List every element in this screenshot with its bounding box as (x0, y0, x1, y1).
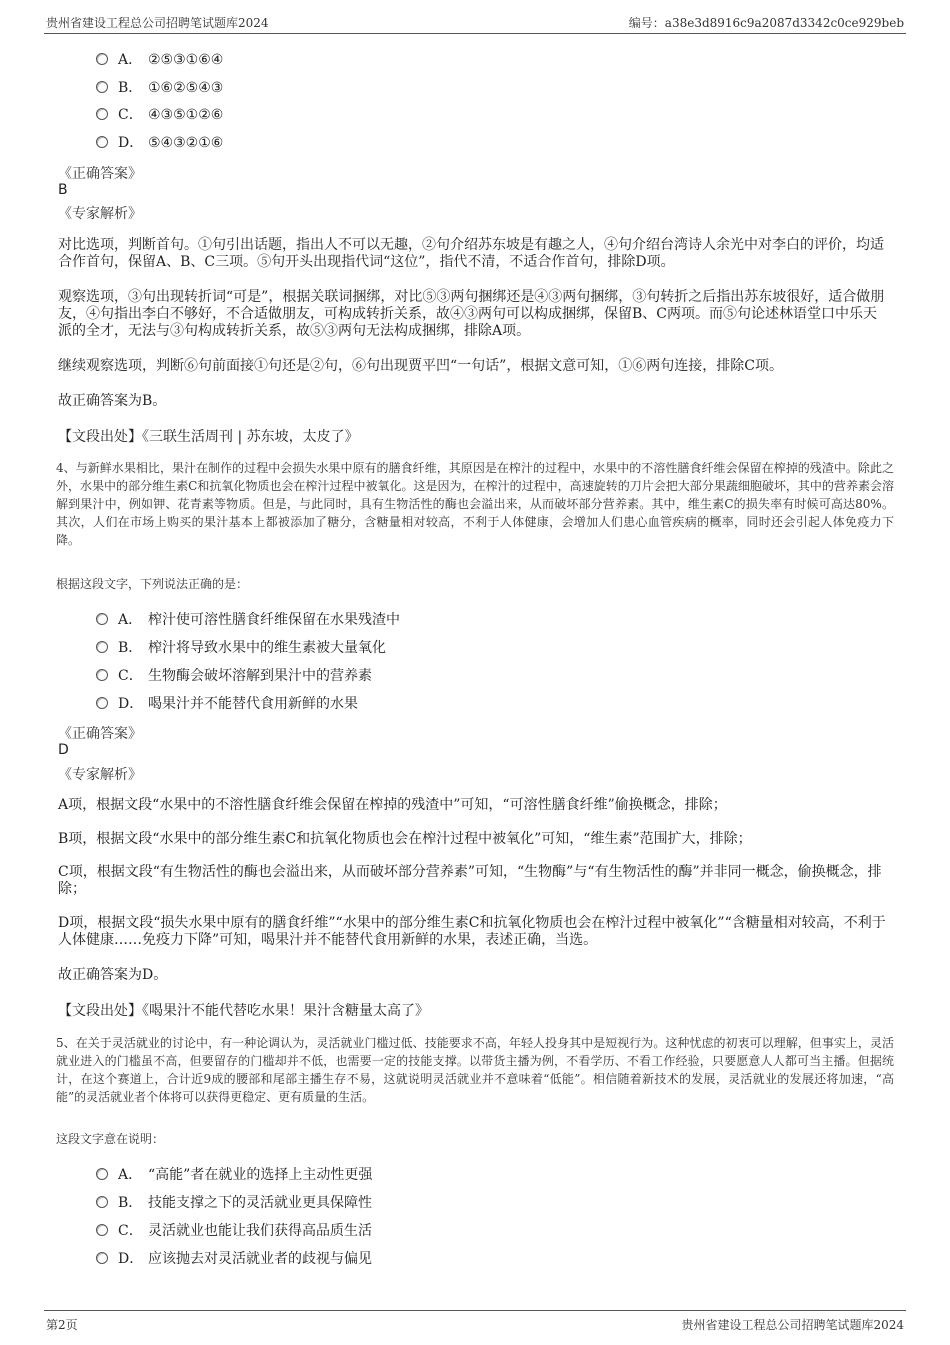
q4-analysis-c: C项，根据文段“有生物活性的酶也会溢出来，从而破坏部分营养素”可知，“生物酶”与“有生物活性的酶”并非同一概念，偷换概念，排除； (58, 864, 882, 897)
q3-source: 【文段出处】《三联生活周刊 | 苏东坡，太皮了》 (58, 429, 359, 445)
q3-analysis-4: 故正确答案为B。 (58, 393, 167, 409)
q4-analysis-tag: 《专家解析》 (58, 767, 142, 783)
radio-icon[interactable] (96, 136, 108, 148)
q3-option-c[interactable]: C． ④③⑤①②⑥ (96, 105, 223, 125)
radio-icon[interactable] (96, 613, 108, 625)
radio-icon[interactable] (96, 669, 108, 681)
q3-analysis-1: 对比选项，判断首句。①句引出话题，指出人不可以无趣，②句介绍苏东坡是有趣之人，④句介绍台湾诗人余光中对李白的评价，均适合作首句，保留A、B、C三项。⑤句开头出现指代词“这位”，指代不清，不适合作首句，排除D项。 (58, 237, 884, 270)
q3-option-b[interactable]: B． ①⑥②⑤④③ (96, 78, 223, 98)
q4-option-b[interactable]: B． 榨汁将导致水果中的维生素被大量氧化 (96, 638, 386, 658)
radio-icon[interactable] (96, 1224, 108, 1236)
page-number: 第2页 (46, 1318, 78, 1332)
q5-question-text: 5、在关于灵活就业的讨论中，有一种论调认为，灵活就业门槛过低、技能要求不高，年轻人投身其中是短视行为。这种忧虑的初衷可以理解，但事实上，灵活就业进入的门槛虽不高，但要留存的门槛却并不低，也需要一定的技能支撑。以带货主播为例，不看学历、不看工作经验，只要愿意人人都可当主播。但据统计，在这个赛道上，合计近9成的腰部和尾部主播生存不易，这就说明灵活就业并不意味着“低能”。相信随着新技术的发展，灵活就业的发展还将加速，“高能”的灵活就业者个体将可以获得更稳定、更有质量的生活。 (56, 1036, 894, 1104)
q4-source: 【文段出处】《喝果汁不能代替吃水果！果汁含糖量太高了》 (58, 1003, 429, 1019)
radio-icon[interactable] (96, 81, 108, 93)
q5-option-a[interactable]: A． “高能”者在就业的选择上主动性更强 (96, 1165, 372, 1185)
q3-option-d[interactable]: D． ⑤④③②①⑥ (96, 133, 223, 153)
q3-option-a[interactable]: A． ②⑤③①⑥④ (96, 50, 223, 70)
radio-icon[interactable] (96, 697, 108, 709)
q5-option-b[interactable]: B． 技能支撑之下的灵活就业更具保障性 (96, 1193, 372, 1213)
header-title: 贵州省建设工程总公司招聘笔试题库2024 (46, 16, 269, 30)
radio-icon[interactable] (96, 53, 108, 65)
q4-prompt: 根据这段文字，下列说法正确的是： (56, 577, 249, 591)
q3-answer-tag: 《正确答案》 (58, 166, 142, 182)
q3-answer: B (58, 182, 68, 198)
radio-icon[interactable] (96, 108, 108, 120)
footer-divider (44, 1310, 906, 1311)
q4-option-c[interactable]: C． 生物酶会破坏溶解到果汁中的营养素 (96, 666, 372, 686)
q3-analysis-3: 继续观察选项，判断⑥句前面接①句还是②句，⑥句出现贾平凹“一句话”，根据文意可知，①⑥两句连接，排除C项。 (58, 358, 784, 374)
radio-icon[interactable] (96, 1168, 108, 1180)
q4-option-a[interactable]: A． 榨汁使可溶性膳食纤维保留在水果残渣中 (96, 610, 400, 630)
footer-title: 贵州省建设工程总公司招聘笔试题库2024 (681, 1318, 904, 1332)
q4-question-text: 4、与新鲜水果相比，果汁在制作的过程中会损失水果中原有的膳食纤维，其原因是在榨汁的过程中，水果中的不溶性膳食纤维会保留在榨掉的残渣中。除此之外，水果中的部分维生素C和抗氧化物质也会在榨汁过程中被氧化。这是因为，在榨汁的过程中，高速旋转的刀片会把大部分果蔬细胞破坏，其中的营养素会溶解到果汁中，例如钾、花青素等物质。但是，与此同时，具有生物活性的酶也会溢出来，从而破坏部分营养素。其中，维生素C的损失率有时候可高达80%。其次，人们在市场上购买的果汁基本上都被添加了糖分，含糖量相对较高，不利于人体健康，会增加人们患心血管疾病的概率，同时还会引起人体免疫力下降。 (56, 461, 894, 547)
q5-prompt: 这段文字意在说明： (56, 1132, 165, 1146)
radio-icon[interactable] (96, 1252, 108, 1264)
header-divider (44, 33, 906, 34)
radio-icon[interactable] (96, 641, 108, 653)
q4-analysis-conclusion: 故正确答案为D。 (58, 967, 168, 983)
q3-analysis-tag: 《专家解析》 (58, 206, 142, 222)
q3-analysis-2: 观察选项，③句出现转折词“可是”，根据关联词捆绑，对比⑤③两句捆绑还是④③两句捆绑，③句转折之后指出苏东坡很好，适合做朋友，④句指出李白不够好，不合适做朋友，可构成转折关系，故④③两句可以构成捆绑，保留B、C两项。而⑤句论述林语堂口中乐天派的全才，无法与③句构成转折关系，故⑤③两句无法构成捆绑，排除A项。 (58, 289, 885, 339)
document-id: 编号：a38e3d8916c9a2087d3342c0ce929beb (628, 16, 904, 30)
q4-answer-tag: 《正确答案》 (58, 726, 142, 742)
q4-analysis-b: B项，根据文段“水果中的部分维生素C和抗氧化物质也会在榨汁过程中被氧化”可知，“维生素”范围扩大，排除； (58, 831, 752, 847)
q5-option-d[interactable]: D． 应该抛去对灵活就业者的歧视与偏见 (96, 1249, 372, 1269)
q4-option-d[interactable]: D． 喝果汁并不能替代食用新鲜的水果 (96, 694, 358, 714)
q5-option-c[interactable]: C． 灵活就业也能让我们获得高品质生活 (96, 1221, 372, 1241)
q4-analysis-d: D项，根据文段“损失水果中原有的膳食纤维”“水果中的部分维生素C和抗氧化物质也会在榨汁过程中被氧化”“含糖量相对较高，不利于人体健康……免疫力下降”可知，喝果汁并不能替代食用新鲜的水果，表述正确，当选。 (58, 915, 886, 948)
radio-icon[interactable] (96, 1196, 108, 1208)
q4-answer: D (58, 742, 69, 758)
q4-analysis-a: A项，根据文段“水果中的不溶性膳食纤维会保留在榨掉的残渣中”可知，“可溶性膳食纤维”偷换概念，排除； (58, 797, 727, 813)
